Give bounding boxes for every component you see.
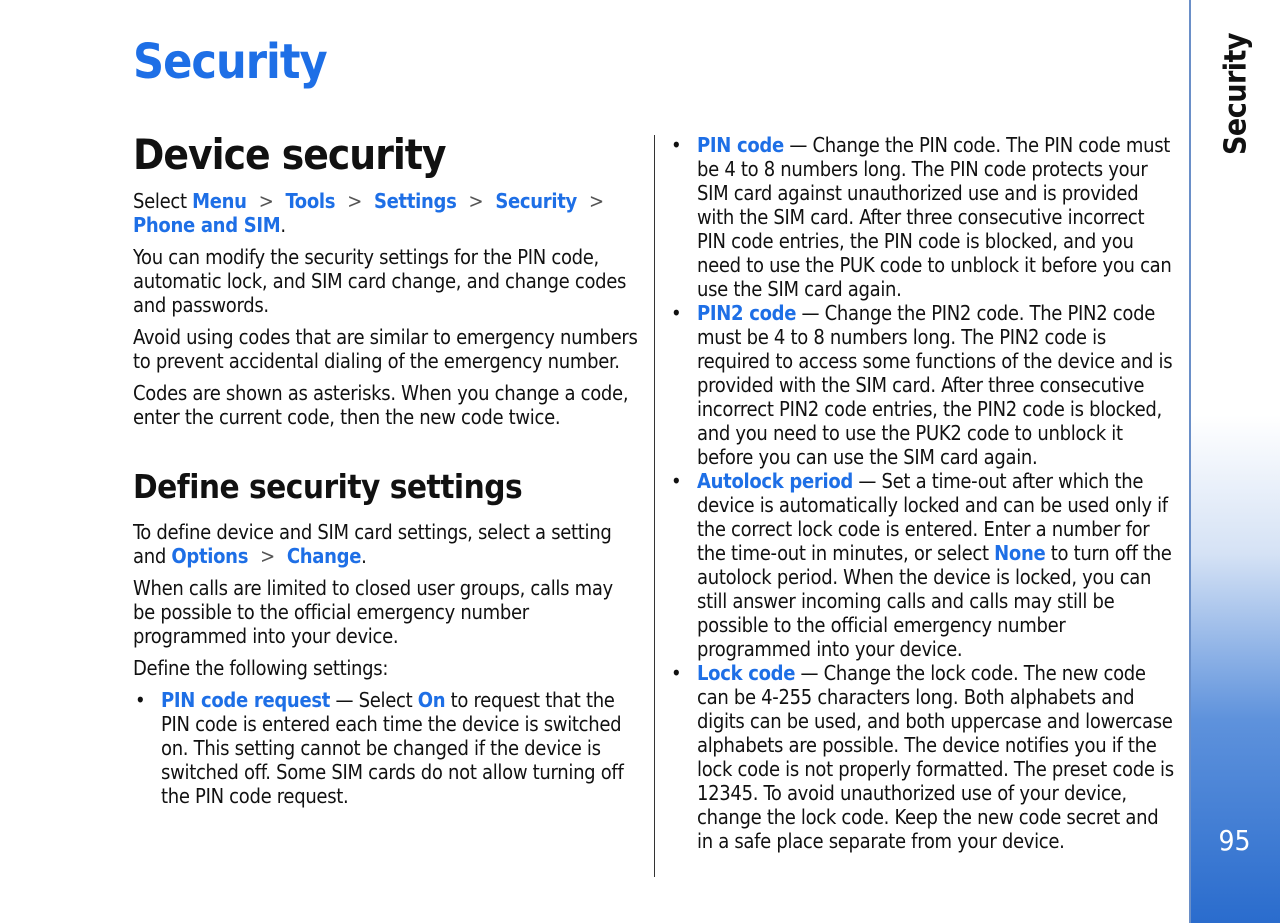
path-separator-icon: > bbox=[588, 189, 604, 213]
side-tab-edge bbox=[1189, 0, 1191, 923]
path-menu: Menu bbox=[192, 189, 247, 213]
column-divider bbox=[654, 135, 655, 877]
term-pin-code: PIN code bbox=[697, 133, 784, 157]
modify-settings-paragraph: You can modify the security settings for the PIN code, automatic lock, and SIM card change, and change codes and passwords. bbox=[133, 245, 627, 317]
path-change: Change bbox=[286, 544, 362, 568]
path-tools: Tools bbox=[285, 189, 336, 213]
bullet-icon: • bbox=[671, 469, 682, 493]
device-security-heading: Device security bbox=[133, 130, 446, 179]
list-item-autolock-period bbox=[669, 469, 1177, 661]
page-number: 95 bbox=[1218, 824, 1251, 857]
bullet-icon: • bbox=[671, 661, 682, 685]
define-intro-paragraph bbox=[133, 520, 638, 568]
side-section-label-text: Security bbox=[1218, 32, 1254, 156]
avoid-codes-paragraph: Avoid using codes that are similar to emergency numbers to prevent accidental dialing of the emergency number. bbox=[133, 325, 638, 373]
term-pin-code-request: PIN code request bbox=[161, 688, 331, 712]
path-options: Options bbox=[171, 544, 249, 568]
path-suffix: . bbox=[280, 213, 286, 237]
bullet-icon: • bbox=[671, 133, 682, 157]
path-separator-icon: > bbox=[347, 189, 362, 213]
bullet-icon: • bbox=[671, 301, 682, 325]
desc-post: to request that the PIN code is entered each time the device is switched on. This setting cannot be changed if the device is switched off. Some SIM cards do not allow turning off the PIN code request. bbox=[161, 688, 624, 808]
desc-post: to turn off the autolock period. When the device is locked, you can still answer incoming calls and calls may still be possible to the official emergency number programmed into your device. bbox=[697, 541, 1172, 661]
list-item-lock-code bbox=[669, 661, 1177, 853]
path-settings: Settings bbox=[373, 189, 457, 213]
desc-pre: — Change the lock code. The new code can be 4-255 characters long. Both alphabets and digits can be used, and both uppercase and lowercase alphabets are possible. The device notifies you if the lock code is not properly formatted. The preset code is 12345. To avoid unauthorized use of your device, change the lock code. Keep the new code secret and in a safe place separate from your device. bbox=[697, 661, 1174, 853]
settings-list-right bbox=[669, 133, 1177, 853]
right-column bbox=[669, 133, 1177, 853]
term-autolock-period: Autolock period bbox=[697, 469, 853, 493]
desc-pre: — Change the PIN code. The PIN code must be 4 to 8 numbers long. The PIN code protects your SIM card against unauthorized use and is provided with the SIM card. After three consecutive incorrect PIN code entries, the PIN code is blocked, and you need to use the PUK code to unblock it before you can use the SIM card again. bbox=[697, 133, 1172, 301]
list-item-pin2-code bbox=[669, 301, 1177, 469]
path-separator-icon: > bbox=[258, 189, 274, 213]
path-separator-icon: > bbox=[260, 544, 275, 568]
list-item-pin-code bbox=[669, 133, 1177, 301]
term-pin2-code: PIN2 code bbox=[697, 301, 797, 325]
define-following-paragraph: Define the following settings: bbox=[133, 656, 389, 680]
bullet-icon: • bbox=[135, 688, 146, 712]
path-suffix: . bbox=[361, 544, 367, 568]
left-column bbox=[133, 130, 638, 808]
path-phone-and-sim: Phone and SIM bbox=[133, 213, 281, 237]
desc-pre: — Set a time-out after which the device is automatically locked and can be used only if the correct lock code is entered. Enter a number for the time-out in minutes, or select bbox=[697, 469, 1168, 565]
settings-list-left bbox=[133, 688, 638, 808]
list-item-pin-code-request bbox=[133, 688, 638, 808]
kw-none: None bbox=[994, 541, 1046, 565]
path-separator-icon: > bbox=[468, 189, 484, 213]
asterisks-paragraph: Codes are shown as asterisks. When you change a code, enter the current code, then the new code twice. bbox=[133, 381, 629, 429]
page-title: Security bbox=[133, 34, 327, 90]
term-lock-code: Lock code bbox=[697, 661, 796, 685]
desc-pre: — Select bbox=[330, 688, 418, 712]
menu-path-paragraph bbox=[133, 189, 638, 237]
define-intro-prefix: To define device and SIM card settings, select a setting and bbox=[133, 520, 612, 568]
desc-pre: — Change the PIN2 code. The PIN2 code must be 4 to 8 numbers long. The PIN2 code is required to access some functions of the device and is provided with the SIM card. After three consecutive incorrect PIN2 code entries, the PIN2 code is blocked, and you need to use the PUK2 code to unblock it before you can use the SIM card again. bbox=[697, 301, 1173, 469]
select-prefix: Select bbox=[133, 189, 193, 213]
closed-user-groups-paragraph: When calls are limited to closed user groups, calls may be possible to the official emergency number programmed into your device. bbox=[133, 576, 613, 648]
kw-on: On bbox=[417, 688, 446, 712]
define-settings-heading: Define security settings bbox=[133, 467, 523, 506]
side-section-label bbox=[1218, 32, 1254, 156]
path-security: Security bbox=[495, 189, 577, 213]
